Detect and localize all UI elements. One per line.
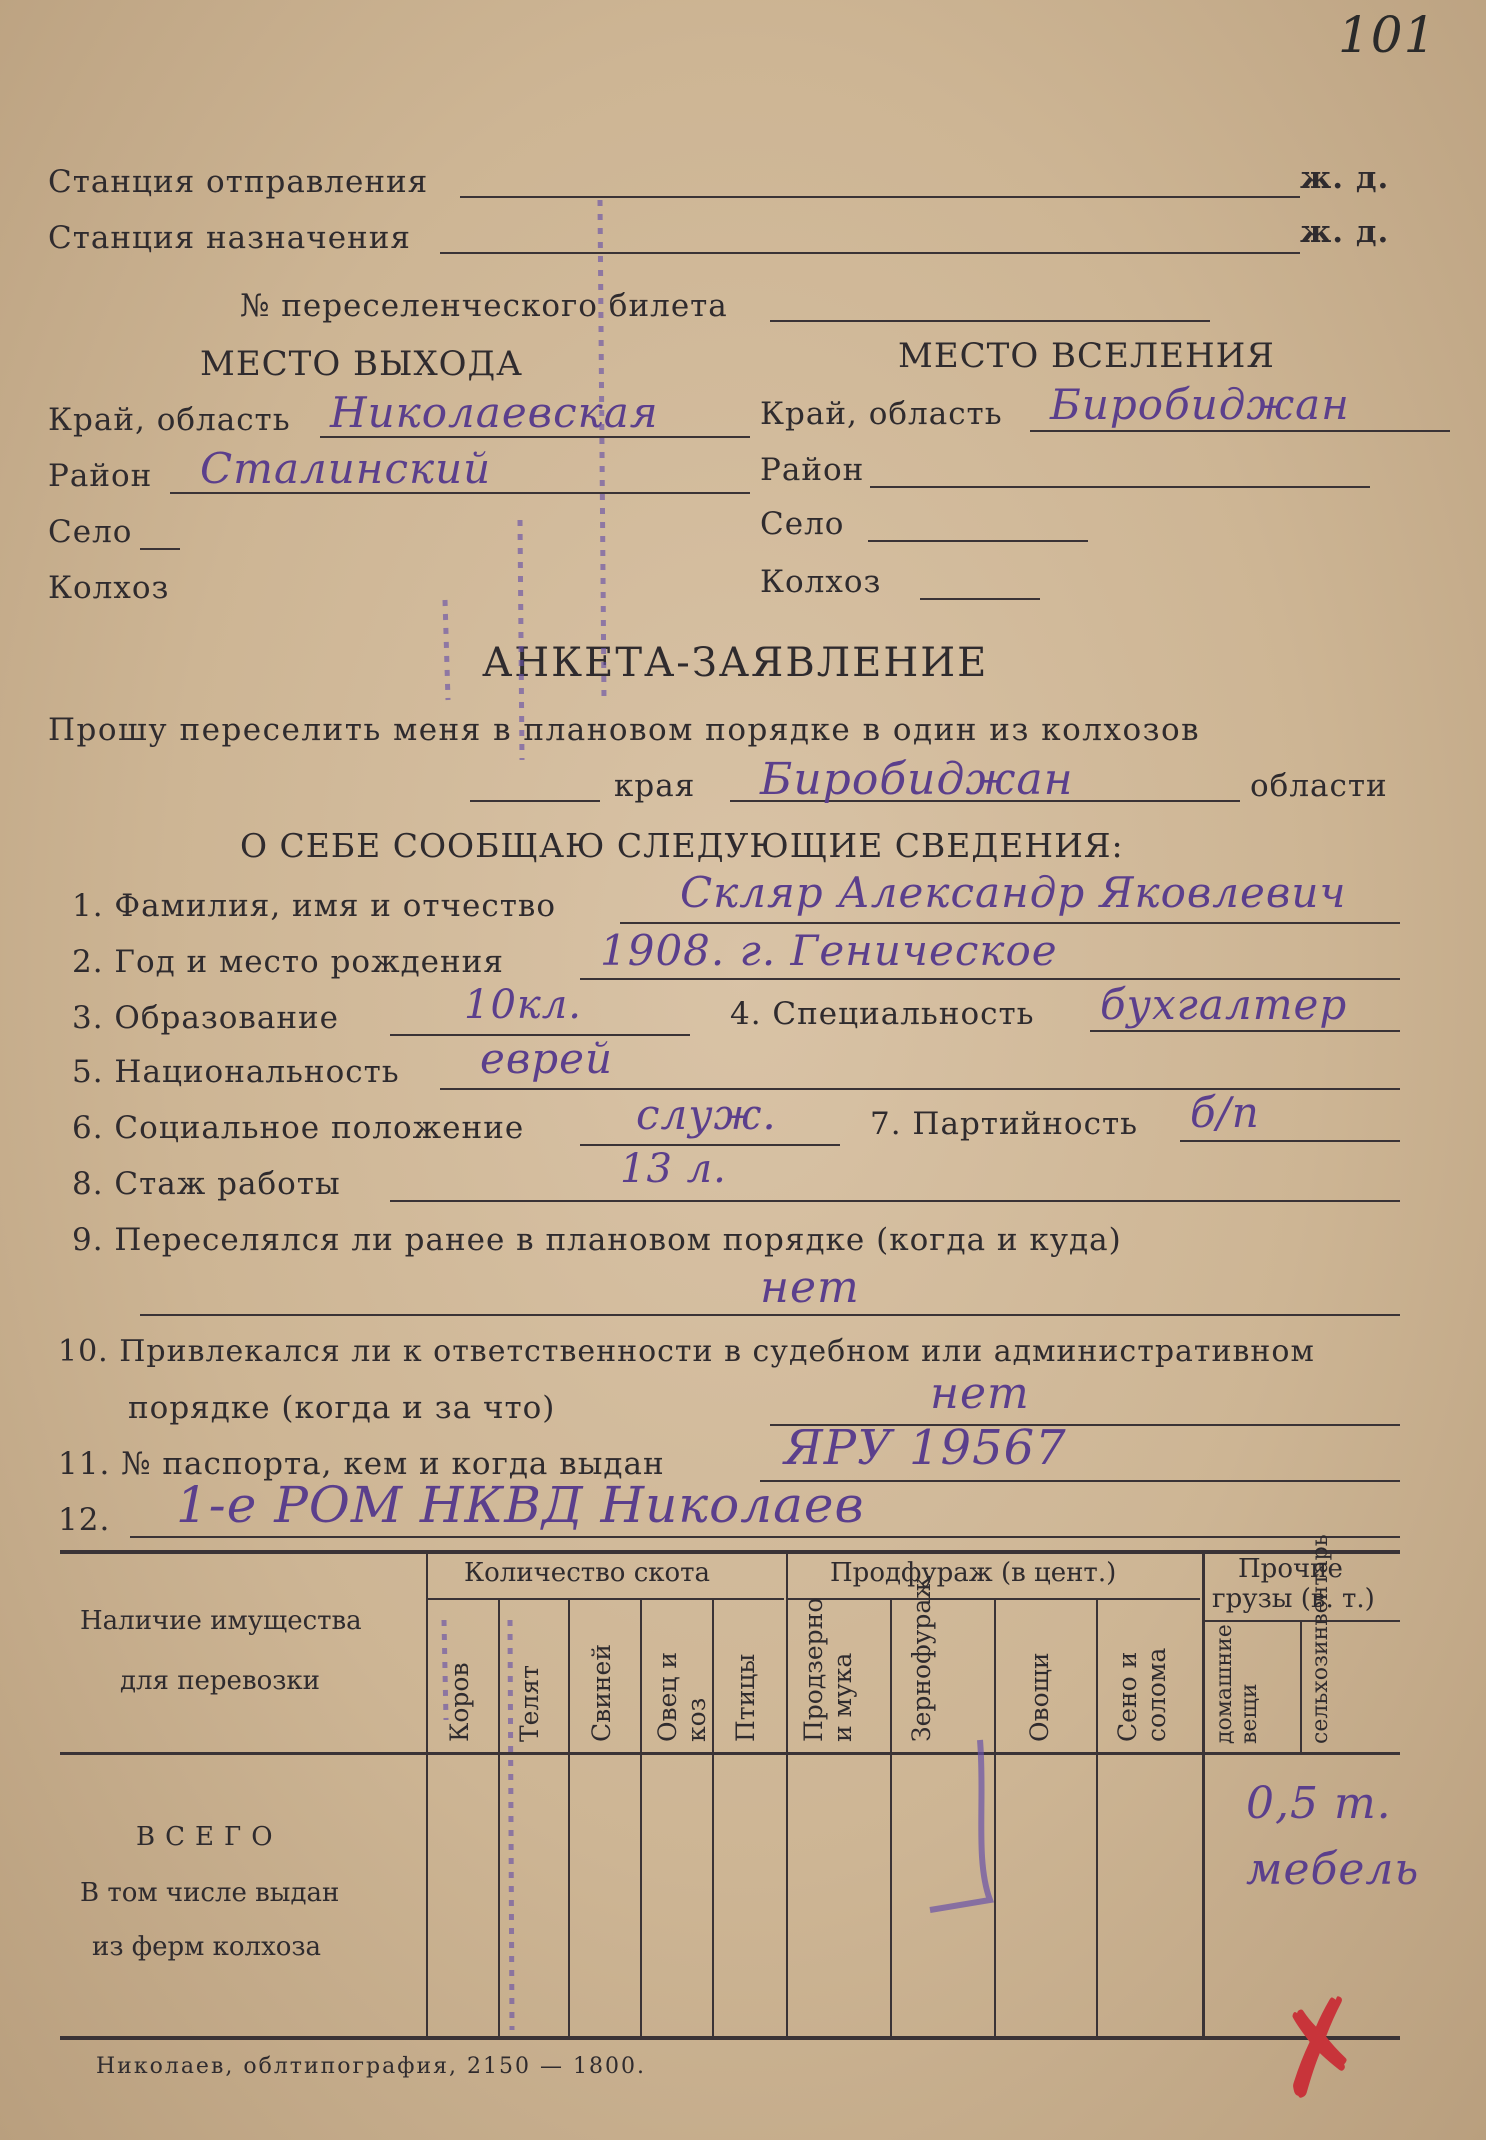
origin-region-label: Край, область <box>48 402 291 438</box>
table-col-divider <box>640 1600 642 2036</box>
destination-kolkhoz-line <box>920 598 1040 600</box>
table-top-border <box>60 1550 1400 1554</box>
other-group-header-line-1: Прочие <box>1238 1554 1343 1584</box>
column-header: Продзерно и мука <box>799 1597 857 1742</box>
field-2-label: 2. Год и место рождения <box>72 944 504 980</box>
stamp-stroke <box>600 200 604 700</box>
field-9-value: нет <box>760 1262 860 1313</box>
rail-suffix-1: ж. д. <box>1300 160 1390 196</box>
other-group-header-line-2: грузы (в. т.) <box>1212 1584 1375 1614</box>
field-10-value: нет <box>930 1368 1030 1419</box>
table-row-header-line-1: Наличие имущества <box>80 1606 362 1636</box>
destination-kolkhoz-label: Колхоз <box>760 564 882 600</box>
table-header-bottom-border <box>60 1752 1400 1755</box>
about-heading: О СЕБЕ СООБЩАЮ СЛЕДУЮЩИЕ СВЕДЕНИЯ: <box>240 826 1124 865</box>
rail-suffix-2: ж. д. <box>1300 214 1390 250</box>
field-9-label: 9. Переселялся ли ранее в плановом порядке (когда и куда) <box>72 1222 1122 1258</box>
table-col-divider <box>712 1600 714 2036</box>
column-header: Телят <box>515 1665 544 1742</box>
origin-village-label: Село <box>48 514 133 550</box>
livestock-group-header: Количество скота <box>464 1558 711 1588</box>
field-5-value: еврей <box>480 1034 614 1083</box>
field-1-value: Скляр Александр Яковлевич <box>680 868 1347 917</box>
table-col-divider <box>568 1600 570 2036</box>
origin-village-line <box>140 548 180 550</box>
printer-imprint: Николаев, облтипография, 2150 — 1800. <box>96 2054 646 2079</box>
field-4-line <box>1090 1030 1400 1032</box>
column-header: Птицы <box>731 1653 760 1742</box>
feed-group-header: Продфураж (в цент.) <box>830 1558 1117 1588</box>
form-title: АНКЕТА-ЗАЯВЛЕНИЕ <box>482 640 989 686</box>
column-header: сельхозинвентарь <box>1308 1534 1333 1744</box>
column-header: Зернофураж <box>907 1575 936 1742</box>
origin-region-value: Николаевская <box>330 388 659 437</box>
field-8-label: 8. Стаж работы <box>72 1166 341 1202</box>
field-1-label: 1. Фамилия, имя и отчество <box>72 888 557 924</box>
origin-district-label: Район <box>48 458 153 494</box>
issued-row-label-line-2: из ферм колхоза <box>92 1932 322 1962</box>
origin-district-value: Сталинский <box>200 444 492 493</box>
request-line-1: Прошу переселить меня в плановом порядке в один из колхозов <box>48 712 1201 748</box>
destination-region-value: Биробиджан <box>1050 380 1350 429</box>
livestock-group-rule <box>428 1598 784 1600</box>
field-4-value: бухгалтер <box>1100 980 1348 1029</box>
issued-row-label-line-1: В том числе выдан <box>80 1878 340 1908</box>
field-5-label: 5. Национальность <box>72 1054 400 1090</box>
field-8-value: 13 л. <box>620 1146 727 1192</box>
destination-heading: МЕСТО ВСЕЛЕНИЯ <box>898 336 1275 376</box>
field-6-label: 6. Социальное положение <box>72 1110 525 1146</box>
table-col-divider <box>994 1600 996 2036</box>
origin-kolkhoz-label: Колхоз <box>48 570 170 606</box>
table-row-header-line-2: для перевозки <box>120 1666 320 1696</box>
stamp-stroke <box>445 600 448 700</box>
field-12-value: 1-е РОМ НКВД Николаев <box>176 1476 865 1534</box>
field-1-line <box>620 922 1400 924</box>
table-col-divider <box>786 1552 788 2036</box>
table-col-divider <box>1300 1622 1302 1752</box>
stamp-squiggle <box>930 1740 990 1910</box>
table-col-divider <box>426 1552 428 2036</box>
table-col-divider <box>1202 1552 1205 2036</box>
field-3-value: 10кл. <box>464 982 582 1028</box>
ticket-line <box>770 320 1210 322</box>
field-7-line <box>1180 1140 1400 1142</box>
destination-village-line <box>868 540 1088 542</box>
request-line-2-blank <box>470 800 600 802</box>
other-cargo-value-line-2: мебель <box>1246 1844 1420 1895</box>
column-header: Сено и солома <box>1113 1647 1171 1742</box>
table-bottom-border <box>60 2036 1400 2040</box>
field-8-line <box>390 1200 1400 1202</box>
field-10-label-line-1: 10. Привлекался ли к ответственности в судебном или административном <box>58 1334 1315 1369</box>
destination-region-line <box>1030 430 1450 432</box>
field-11-value: ЯРУ 19567 <box>784 1420 1067 1476</box>
column-header: Свиней <box>587 1644 616 1742</box>
field-7-value: б/п <box>1190 1088 1260 1137</box>
table-col-divider <box>498 1600 500 2036</box>
departure-station-label: Станция отправления <box>48 164 429 200</box>
destination-region-label: Край, область <box>760 396 1003 432</box>
ticket-label: № переселенческого билета <box>240 288 728 324</box>
request-oblast: области <box>1250 768 1388 804</box>
column-header: Овец и коз <box>653 1651 711 1742</box>
total-row-label: ВСЕГО <box>136 1822 283 1852</box>
field-10-label-line-2: порядке (когда и за что) <box>128 1390 556 1426</box>
request-region-value: Биробиджан <box>760 754 1074 805</box>
column-header: Овощи <box>1025 1652 1054 1742</box>
destination-station-label: Станция назначения <box>48 220 411 256</box>
field-4-label: 4. Специальность <box>730 996 1035 1032</box>
origin-heading: МЕСТО ВЫХОДА <box>200 344 523 384</box>
destination-station-line <box>440 252 1300 254</box>
column-header: Коров <box>445 1662 474 1742</box>
field-12-line <box>130 1536 1400 1538</box>
request-kray: края <box>614 768 696 804</box>
field-6-value: служ. <box>636 1090 777 1139</box>
field-9-line <box>140 1314 1400 1316</box>
stamp-stroke <box>510 1620 512 2030</box>
field-12-label: 12. <box>58 1502 111 1538</box>
other-group-rule <box>1204 1620 1400 1622</box>
departure-station-line <box>460 196 1300 198</box>
table-col-divider <box>1096 1600 1098 2036</box>
table-col-divider <box>890 1600 892 2036</box>
field-7-label: 7. Партийность <box>870 1106 1138 1142</box>
destination-district-line <box>870 486 1370 488</box>
page-number: 101 <box>1338 6 1437 64</box>
field-3-label: 3. Образование <box>72 1000 340 1036</box>
column-header: домашние вещи <box>1212 1624 1263 1744</box>
field-11-label: 11. № паспорта, кем и когда выдан <box>58 1446 665 1482</box>
other-cargo-value-line-1: 0,5 т. <box>1246 1778 1392 1829</box>
destination-district-label: Район <box>760 452 865 488</box>
field-2-value: 1908. г. Геническое <box>600 926 1058 975</box>
red-pencil-mark: ✗ <box>1253 1969 1387 2130</box>
destination-village-label: Село <box>760 506 845 542</box>
